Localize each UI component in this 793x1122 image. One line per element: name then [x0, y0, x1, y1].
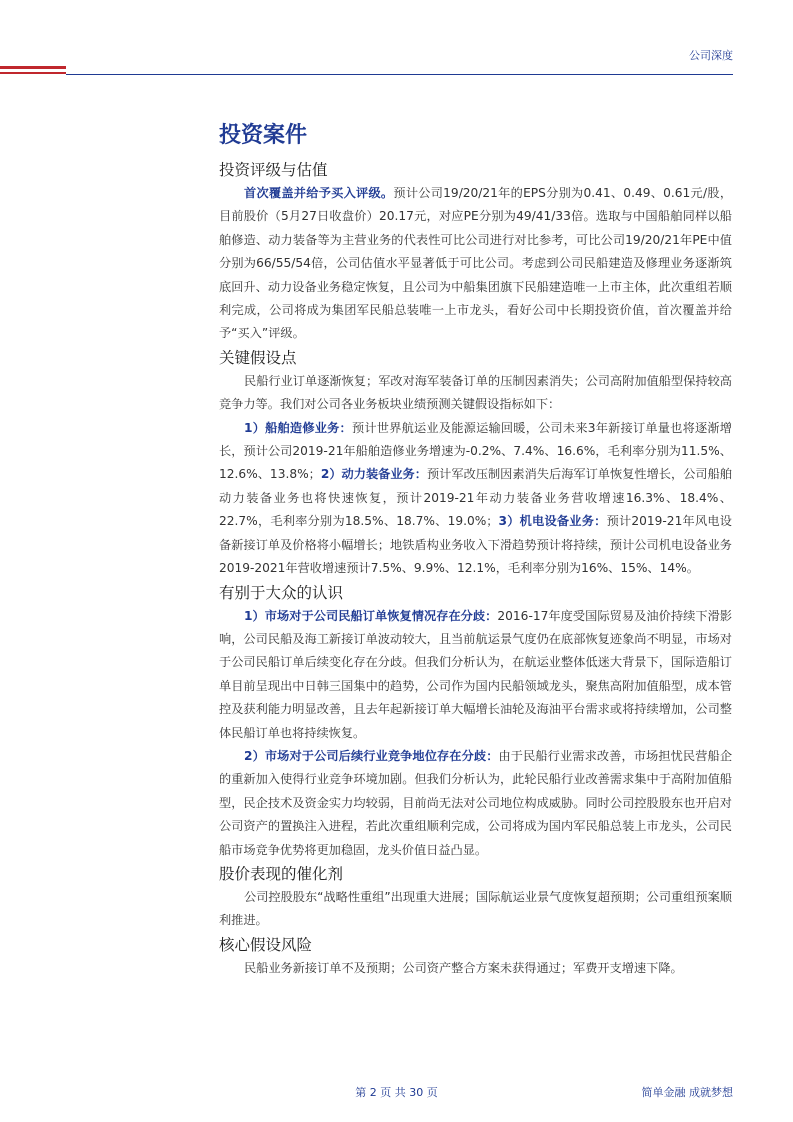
paragraph	[219, 886, 732, 933]
header-red-bar-thin	[0, 72, 66, 74]
paragraph-lead: 1）市场对于公司民船订单恢复情况存在分歧：	[244, 608, 498, 623]
paragraph	[219, 417, 732, 581]
paragraph	[219, 182, 732, 346]
paragraph	[219, 957, 732, 980]
page-title: 投资案件	[219, 123, 308, 148]
main-content	[219, 118, 732, 980]
paragraph-text-2: 预计军改压制因素消失后海军订单恢复性增长，公司船舶动力装备业务也将快速恢复，预计2019-21年动力装备业务营收增速16.3%、18.4%、22.7%，毛利率分别为18.5%、18.7%、19.0%；	[219, 467, 733, 529]
section-heading-valuation: 投资评级与估值	[219, 161, 328, 179]
section-heading-assumptions: 关键假设点	[219, 348, 297, 367]
header-red-bar	[0, 66, 66, 69]
paragraph-text: 公司控股股东“战略性重组”出现重大进展；国际航运业景气度恢复超预期；公司重组预案顺利推进。	[219, 889, 732, 928]
section-heading-risks: 核心假设风险	[219, 935, 313, 954]
paragraph-lead: 1）船舶造修业务：	[244, 420, 352, 435]
paragraph-text-3: 预计2019-21年风电设备新接订单及价格将小幅增长；地铁盾构业务收入下滑趋势预计将持续，预计公司机电设备业务2019-2021年营收增速预计7.5%、9.9%、12.1%，毛利率分别为16%、15%、14%。	[219, 514, 732, 576]
page-number: 第 2 页 共 30 页	[355, 1086, 438, 1099]
paragraph-lead-2: 2）动力装备业务：	[320, 467, 427, 482]
paragraph	[219, 370, 732, 417]
paragraph-text: 民船行业订单逐渐恢复；军改对海军装备订单的压制因素消失；公司高附加值船型保持较高竞争力等。我们对公司各业务板块业绩预测关键假设指标如下：	[219, 373, 732, 412]
paragraph-text: 预计公司19/20/21年的EPS分别为0.41、0.49、0.61元/股，目前股价（5月27日收盘价）20.17元，对应PE分别为49/41/33倍。选取与中国船舶同样以船舶修造、动力装备等为主营业务的代表性可比公司进行对比参考，可比公司19/20/21年PE中值分别为66/55/54倍，公司估值水平显著低于可比公司。考虑到公司民船建造及修理业务逐渐筑底回升、动力设备业务稳定恢复，且公司为中船集团旗下民船建造唯一上市主体，此次重组若顺利完成，公司将成为集团军民船总装唯一上市龙头，看好公司中长期投资价值，首次覆盖并给予“买入”评级。	[219, 186, 733, 341]
section-heading-catalysts: 股价表现的催化剂	[219, 864, 344, 883]
paragraph-text: 民船业务新接订单不及预期；公司资产整合方案未获得通过；军费开支增速下降。	[244, 960, 683, 975]
section-heading-differentiated-view: 有别于大众的认识	[219, 583, 344, 602]
header-divider	[66, 74, 733, 75]
paragraph-text: 2016-17年度受国际贸易及油价持续下滑影响，公司民船及海工新接订单波动较大，且当前航运景气度仍在底部恢复迹象尚不明显，市场对于公司民船订单后续变化存在分歧。但我们分析认为，在航运业整体低迷大背景下，国际造船订单目前呈现出中日韩三国集中的趋势，公司作为国内民船领域龙头，聚焦高附加值船型，成本管控及获利能力明显改善，且去年起新接订单大幅增长油轮及海油平台需求或将持续增加，公司整体民船订单也将持续恢复。	[219, 608, 733, 740]
paragraph	[219, 605, 732, 745]
paragraph-text: 预计世界航运业及能源运输回暖，公司未来3年新接订单量也将逐渐增长，预计公司2019-21年船舶造修业务增速为-0.2%、7.4%、16.6%，毛利率分别为11.5%、12.6%、13.8%；	[219, 420, 732, 482]
paragraph-lead: 首次覆盖并给予买入评级。	[244, 186, 394, 200]
footer-slogan: 简单金融 成就梦想	[641, 1086, 733, 1099]
paragraph-lead-3: 3）机电设备业务：	[498, 514, 607, 529]
paragraph-lead: 2）市场对于公司后续行业竞争地位存在分歧：	[244, 748, 499, 763]
header-label: 公司深度	[689, 49, 733, 62]
paragraph-text: 由于民船行业需求改善，市场担忧民营船企的重新加入使得行业竞争环境加剧。但我们分析认为，此轮民船行业改善需求集中于高附加值船型，民企技术及资金实力均较弱，目前尚无法对公司地位构成威胁。同时公司控股股东也开启对公司资产的置换注入进程，若此次重组顺利完成，公司将成为国内军民船总装上市龙头，公司民船市场竞争优势将更加稳固，龙头价值日益凸显。	[219, 748, 733, 857]
paragraph	[219, 745, 732, 862]
